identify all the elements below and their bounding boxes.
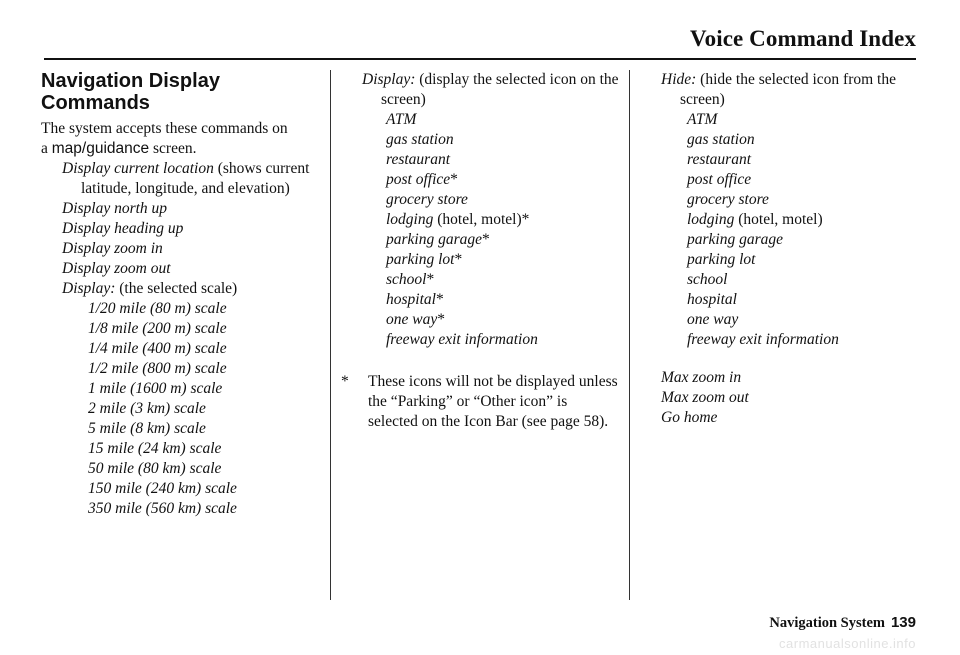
scale-item: 50 mile (80 km) scale (88, 460, 222, 477)
watermark-text: carmanualsonline.info (779, 636, 916, 651)
command-name: Hide: (661, 71, 697, 88)
icon-name: lodging (687, 211, 735, 228)
icon-note: * (426, 271, 435, 288)
column-divider-2 (629, 70, 630, 600)
icon-name: freeway exit information (687, 331, 839, 348)
command-item: Display zoom in (62, 240, 163, 257)
icon-list-item (687, 170, 921, 190)
intro-paragraph (41, 119, 326, 159)
command-name: Display: (62, 280, 116, 297)
page-number: 139 (890, 614, 916, 631)
column-divider-1 (330, 70, 331, 600)
icon-name: school (687, 271, 728, 288)
icon-name: hospital (386, 291, 436, 308)
icon-list-item (386, 250, 621, 270)
footnote (341, 372, 621, 432)
command-description: (display the selected icon on the screen) (381, 71, 619, 108)
scale-item: 1/8 mile (200 m) scale (88, 320, 227, 337)
footnote-text: These icons will not be displayed unless the “Parking” or “Other icon” is selected on the Icon Bar (see page 58). (368, 373, 618, 430)
icon-name: restaurant (687, 151, 752, 168)
scale-item: 1/4 mile (400 m) scale (88, 340, 227, 357)
column-1 (41, 70, 326, 519)
icon-list-item (386, 310, 621, 330)
intro-text-1: The system accepts these commands on (41, 120, 288, 137)
icon-name: parking garage (386, 231, 483, 248)
scale-item: 2 mile (3 km) scale (88, 400, 206, 417)
command-display-scale (62, 279, 326, 299)
command-item: Display heading up (62, 220, 184, 237)
icon-name: post office (386, 171, 451, 188)
command-current-location (62, 159, 326, 199)
command-description: (the selected scale) (115, 280, 238, 297)
icon-name: ATM (386, 111, 417, 128)
icon-note: * (482, 231, 490, 248)
icon-name: grocery store (386, 191, 468, 208)
icon-list-item (386, 170, 621, 190)
icon-note: * (454, 251, 463, 268)
command-description: (hide the selected icon from the screen) (680, 71, 896, 108)
icon-list-item (687, 290, 921, 310)
icon-note: (hotel, motel) (734, 211, 823, 228)
icon-name: parking garage (687, 231, 784, 248)
command-item: Go home (661, 409, 718, 426)
icon-list-item (687, 310, 921, 330)
icon-name: restaurant (386, 151, 451, 168)
icon-note: * (450, 171, 458, 188)
section-title-line1: Navigation Display (41, 70, 220, 92)
icon-list-item (687, 210, 921, 230)
icon-list-item (386, 290, 621, 310)
icon-name: one way (386, 311, 438, 328)
column-3 (661, 70, 921, 428)
icon-name: lodging (386, 211, 434, 228)
icon-list-item (386, 190, 621, 210)
spacer (341, 350, 621, 368)
scale-item: 1 mile (1600 m) scale (88, 380, 223, 397)
intro-text-3: screen. (149, 140, 197, 157)
icon-list-item (687, 330, 921, 350)
scale-item: 5 mile (8 km) scale (88, 420, 206, 437)
icon-list-item (386, 270, 621, 290)
command-hide-icon (661, 70, 921, 110)
column-2 (341, 70, 621, 432)
icon-list-item (687, 250, 921, 270)
icon-list-item (687, 150, 921, 170)
command-item: Display zoom out (62, 260, 171, 277)
scale-item: 15 mile (24 km) scale (88, 440, 222, 457)
icon-name: one way (687, 311, 739, 328)
command-item: Max zoom out (661, 389, 749, 406)
section-title (41, 70, 326, 114)
icon-name: parking lot (386, 251, 455, 268)
icon-list-item (687, 190, 921, 210)
icon-list-item (687, 130, 921, 150)
scale-item: 1/20 mile (80 m) scale (88, 300, 227, 317)
icon-name: parking lot (687, 251, 756, 268)
icon-list (661, 110, 921, 350)
icon-list (341, 110, 621, 350)
command-name: Display current location (62, 160, 214, 177)
icon-note: (hotel, motel)* (433, 211, 530, 228)
scale-item: 150 mile (240 km) scale (88, 480, 237, 497)
intro-screen-name: map/guidance (51, 140, 150, 157)
icon-name: gas station (687, 131, 755, 148)
icon-name: post office (687, 171, 752, 188)
command-name: Display: (362, 71, 416, 88)
intro-text-2: a (41, 140, 52, 157)
icon-list-item (386, 150, 621, 170)
icon-list-item (687, 270, 921, 290)
header-rule (44, 58, 916, 60)
scale-item: 1/2 mile (800 m) scale (88, 360, 227, 377)
icon-note: * (435, 291, 444, 308)
icon-list-item (386, 210, 621, 230)
command-item: Max zoom in (661, 369, 742, 386)
icon-list-item (386, 110, 621, 130)
icon-name: freeway exit information (386, 331, 538, 348)
page-header-title: Voice Command Index (690, 26, 916, 51)
icon-list-item (386, 130, 621, 150)
icon-name: grocery store (687, 191, 769, 208)
icon-name: gas station (386, 131, 454, 148)
command-description: (shows current latitude, longitude, and elevation) (81, 160, 310, 197)
icon-list-item (386, 230, 621, 250)
page-footer (769, 614, 916, 632)
icon-name: ATM (687, 111, 718, 128)
section-title-line2: Commands (41, 92, 150, 114)
icon-name: school (386, 271, 427, 288)
icon-list-item (687, 230, 921, 250)
footnote-asterisk: * (341, 373, 349, 390)
command-display-icon (362, 70, 621, 110)
icon-list-item (386, 330, 621, 350)
scale-item: 350 mile (560 km) scale (88, 500, 237, 517)
icon-list-item (687, 110, 921, 130)
command-item: Display north up (62, 200, 168, 217)
spacer (661, 350, 921, 368)
icon-note: * (437, 311, 445, 328)
icon-name: hospital (687, 291, 737, 308)
footer-label: Navigation System (769, 615, 885, 631)
